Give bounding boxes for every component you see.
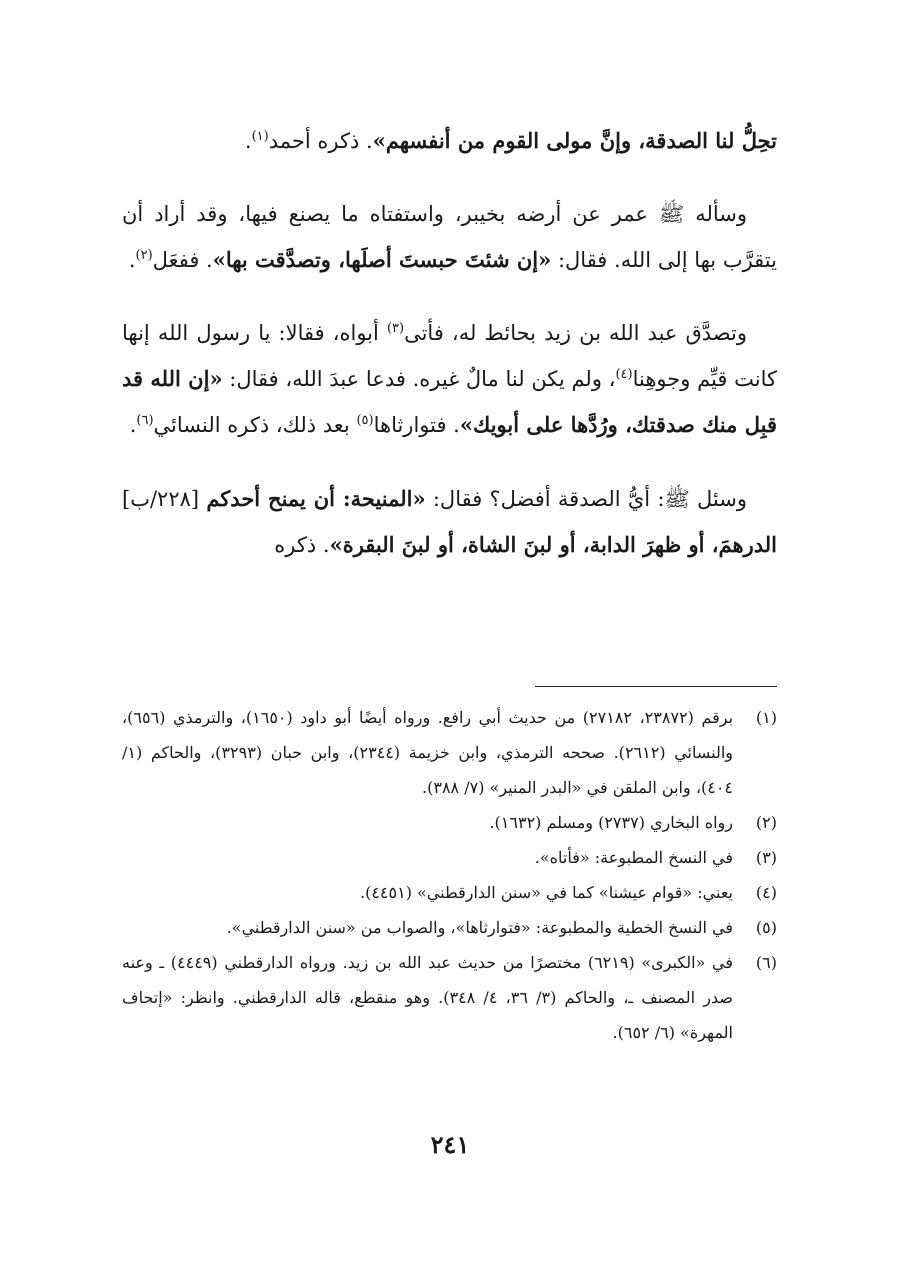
footnote-ref-2: (٢) xyxy=(135,248,153,263)
footnote-text: رواه البخاري (٢٧٣٧) ومسلم (١٦٣٢). xyxy=(489,813,733,832)
manuscript-folio-ref: [٢٢٨/ب] xyxy=(122,487,207,511)
footnote-divider xyxy=(535,686,777,687)
main-text xyxy=(122,118,777,596)
text-segment: وسئل ﷺ: أيُّ الصدقة أفضل؟ فقال: xyxy=(425,487,747,511)
footnote-3 xyxy=(122,840,777,875)
hadith-text: «إن شئتَ حبستَ أصلَها، وتصدَّقت بها» xyxy=(212,247,552,272)
footnote-text: في النسخ الخطية والمطبوعة: «فتوارثاها»، والصواب من «سنن الدارقطني». xyxy=(226,918,733,937)
footnote-number: (١) xyxy=(755,708,777,727)
footnote-ref-5: (٥) xyxy=(356,413,374,428)
footnote-number: (٢) xyxy=(755,813,777,832)
text-segment: . xyxy=(129,413,137,437)
footnote-number: (٣) xyxy=(755,848,777,867)
footnote-text: في النسخ المطبوعة: «فأتاه». xyxy=(534,848,733,867)
footnote-ref-1: (١) xyxy=(251,129,269,144)
hadith-text: الدرهمَ، أو ظهرَ الدابة، أو لبنَ الشاة، أو لبنَ البقرة» xyxy=(329,532,777,557)
text-segment: ، ولم يكن لنا مالٌ غيره. فدعا عبدَ الله، فقال: xyxy=(222,367,616,391)
footnote-number: (٥) xyxy=(755,918,777,937)
footnote-5 xyxy=(122,910,777,945)
text-segment: أبواه، فقالا: يا رسول الله إنها كانت قيِّم وجوهِنا xyxy=(122,321,777,391)
hadith-text: «إن الله قد قبِل منك صدقتك، ورُدَّها على أبويك» xyxy=(122,366,777,437)
hadith-text: «المنيحة: أن يمنح أحدكم xyxy=(206,486,426,511)
text-segment: وتصدَّق عبد الله بن زيد بحائط له، فأتى xyxy=(404,321,748,345)
text-segment: . xyxy=(128,248,136,272)
paragraph-3 xyxy=(122,311,777,448)
paragraph-4 xyxy=(122,476,777,568)
text-segment: . فتوارثاها xyxy=(373,413,460,437)
footnotes xyxy=(122,700,777,1050)
footnote-6 xyxy=(122,945,777,1050)
footnote-ref-4: (٤) xyxy=(615,367,633,382)
footnote-4 xyxy=(122,875,777,910)
footnote-number: (٤) xyxy=(755,883,777,902)
footnote-text: في «الكبرى» (٦٢١٩) مختصرًا من حديث عبد الله بن زيد. ورواه الدارقطني (٤٤٤٩) ـ وعنه صدر المصنف ـ، والحاكم (٣/ ٣٦، ٤/ ٣٤٨). وهو منقطع، قاله الدارقطني. وانظر: «إتحاف المهرة» (٦/ ٦٥٢). xyxy=(122,953,733,1042)
text-segment: . ففعَل xyxy=(152,248,213,272)
text-segment: . ذكره أحمد xyxy=(268,129,373,153)
footnote-text: يعني: «قوام عيشنا» كما في «سنن الدارقطني» (٤٤٥١). xyxy=(359,883,733,902)
footnote-ref-3: (٣) xyxy=(386,321,405,336)
footnote-ref-6: (٦) xyxy=(136,413,154,428)
hadith-text: تحِلُّ لنا الصدقة، وإنَّ مولى القوم من أنفسهم» xyxy=(372,128,777,153)
text-segment: . ذكره xyxy=(274,533,330,557)
text-segment: بعد ذلك، ذكره النسائي xyxy=(153,413,357,437)
footnote-2 xyxy=(122,805,777,840)
paragraph-2 xyxy=(122,192,777,283)
footnote-text: برقم (٢٣٨٧٢، ٢٧١٨٢) من حديث أبي رافع. ورواه أيضًا أبو داود (١٦٥٠)، والترمذي (٦٥٦)، والنسائي (٢٦١٢). صححه الترمذي، وابن خزيمة (٢٣٤٤)، وابن حبان (٣٢٩٣)، والحاكم (١/ ٤٠٤)، وابن الملقن في «البدر المنير» (٧/ ٣٨٨). xyxy=(122,708,734,797)
paragraph-1 xyxy=(122,118,777,164)
text-segment: وسأله ﷺ عمر عن أرضه بخيبر، واستفتاه ما يصنع فيها، وقد أراد أن يتقرَّب بها إلى الله. فقال: xyxy=(122,202,777,272)
page-number: ٢٤١ xyxy=(430,1130,470,1159)
footnote-1 xyxy=(122,700,777,805)
footnote-number: (٦) xyxy=(755,953,777,972)
text-segment: . xyxy=(244,129,252,153)
